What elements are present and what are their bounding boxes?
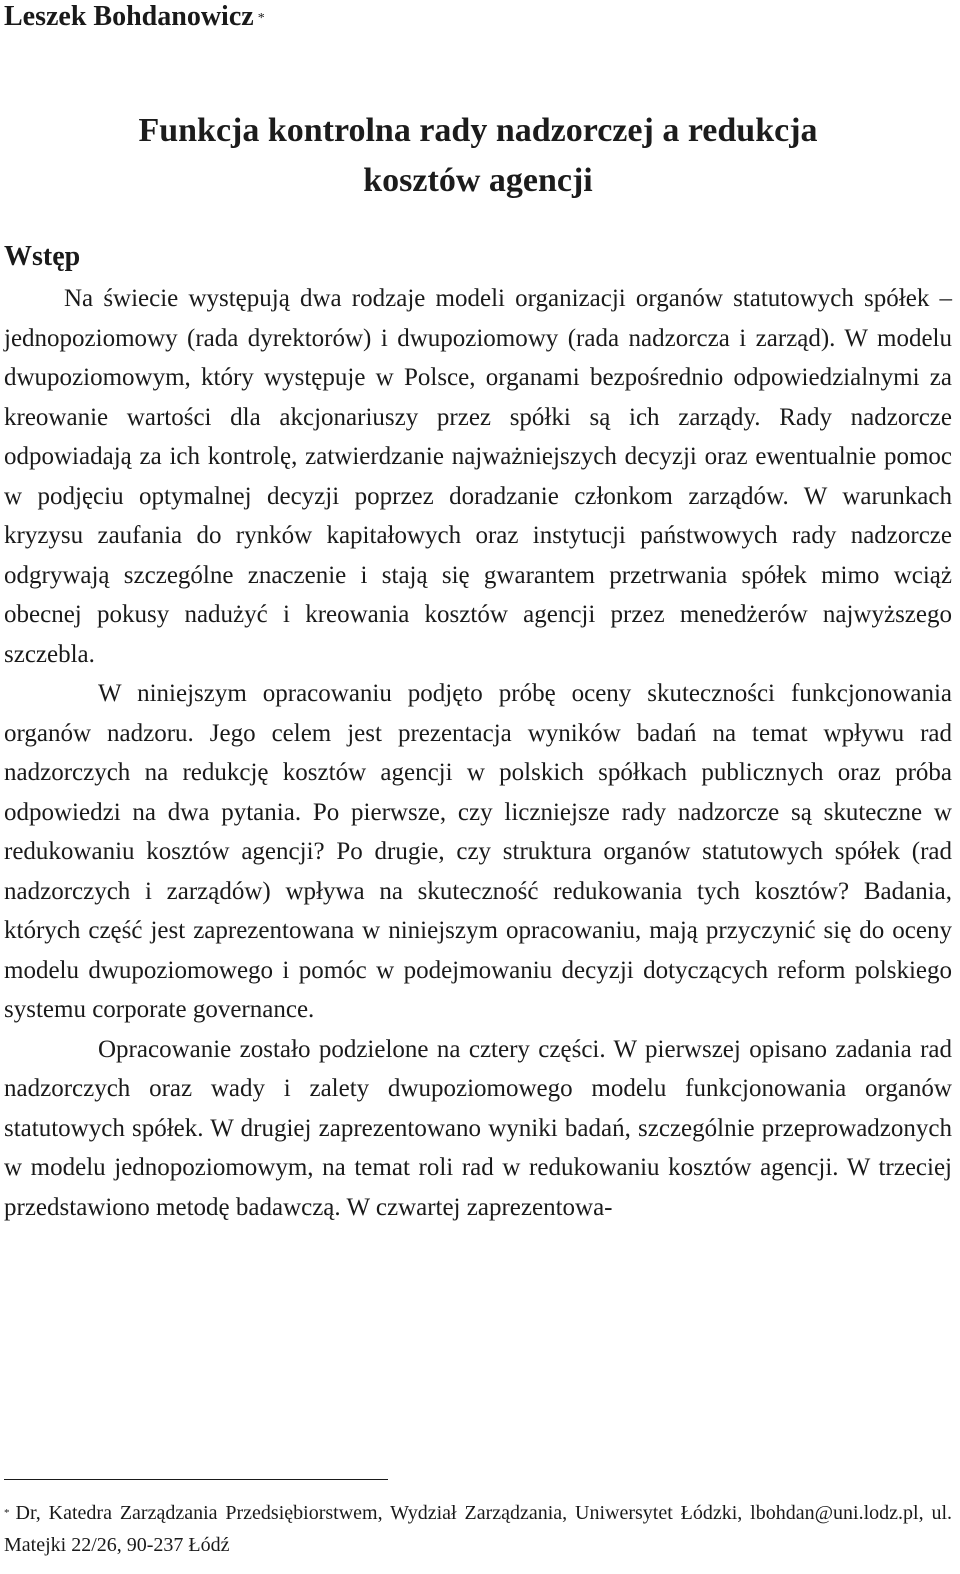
author-name-text: Leszek Bohdanowicz (4, 1, 254, 32)
footnote-divider (4, 1479, 388, 1480)
footnote (4, 1497, 952, 1561)
footnote-mark: * (4, 1507, 10, 1519)
body-text (4, 279, 952, 1227)
article-title-line-2: kosztów agencji (363, 162, 593, 199)
section-heading: Wstęp (4, 241, 81, 272)
paragraph-1: Na świecie występują dwa rodzaje modeli organizacji organów statutowych spółek – jednopoziomowy (rada dyrektorów) i dwupoziomowy (rada nadzorcza i zarząd). W modelu dwupoziomowym, który występuje w Polsce, organami bezpośrednio odpowiedzialnymi za kreowanie wartości dla akcjonariuszy przez spółki są ich zarządy. Rady nadzorcze odpowiadają za ich kontrolę, zatwierdzanie najważniejszych decyzji oraz ewentualnie pomoc w podjęciu optymalnej decyzji poprzez doradzanie członkom zarządów. W warunkach kryzysu zaufania do rynków kapitałowych oraz instytucji państwowych rady nadzorcze odgrywają szczególne znaczenie i stają się gwarantem przetrwania spółek mimo wciąż obecnej pokusy nadużyć i kreowania kosztów agencji przez menedżerów najwyższego szczebla. (4, 285, 952, 668)
paragraph-2: W niniejszym opracowaniu podjęto próbę oceny skuteczności funkcjonowania organów nadzoru. Jego celem jest prezentacja wyników badań na temat wpływu rad nadzorczych na redukcję kosztów agencji w polskich spółkach publicznych oraz próba odpowiedzi na dwa pytania. Po pierwsze, czy liczniejsze rady nadzorcze są skuteczne w redukowaniu kosztów agencji? Po drugie, czy struktura organów statutowych spółek (rad nadzorczych i zarządów) wpływa na skuteczność redukowania tych kosztów? Badania, których część jest zaprezentowana w niniejszym opracowaniu, mają przyczynić się do oceny modelu dwupoziomowego i pomóc w podejmowaniu decyzji dotyczących reform polskiego systemu corporate governance. (4, 680, 952, 1023)
article-title-line-1: Funkcja kontrolna rady nadzorczej a redukcja (138, 112, 818, 149)
footnote-text: Dr, Katedra Zarządzania Przedsiębiorstwem, Wydział Zarządzania, Uniwersytet Łódzki, lbohdan@uni.lodz.pl, ul. Matejki 22/26, 90-237 Łódź (4, 1502, 952, 1556)
author-footnote-mark: * (257, 11, 265, 26)
article-title (4, 106, 952, 206)
paragraph-3: Opracowanie zostało podzielone na cztery części. W pierwszej opisano zadania rad nadzorczych oraz wady i zalety dwupoziomowego modelu funkcjonowania organów statutowych spółek. W drugiej zaprezentowano wyniki badań, szczególnie przeprowadzonych w modelu jednopoziomowym, na temat roli rad w redukowaniu kosztów agencji. W trzeciej przedstawiono metodę badawczą. W czwartej zaprezentowa- (4, 1035, 952, 1221)
author-name (4, 0, 265, 34)
